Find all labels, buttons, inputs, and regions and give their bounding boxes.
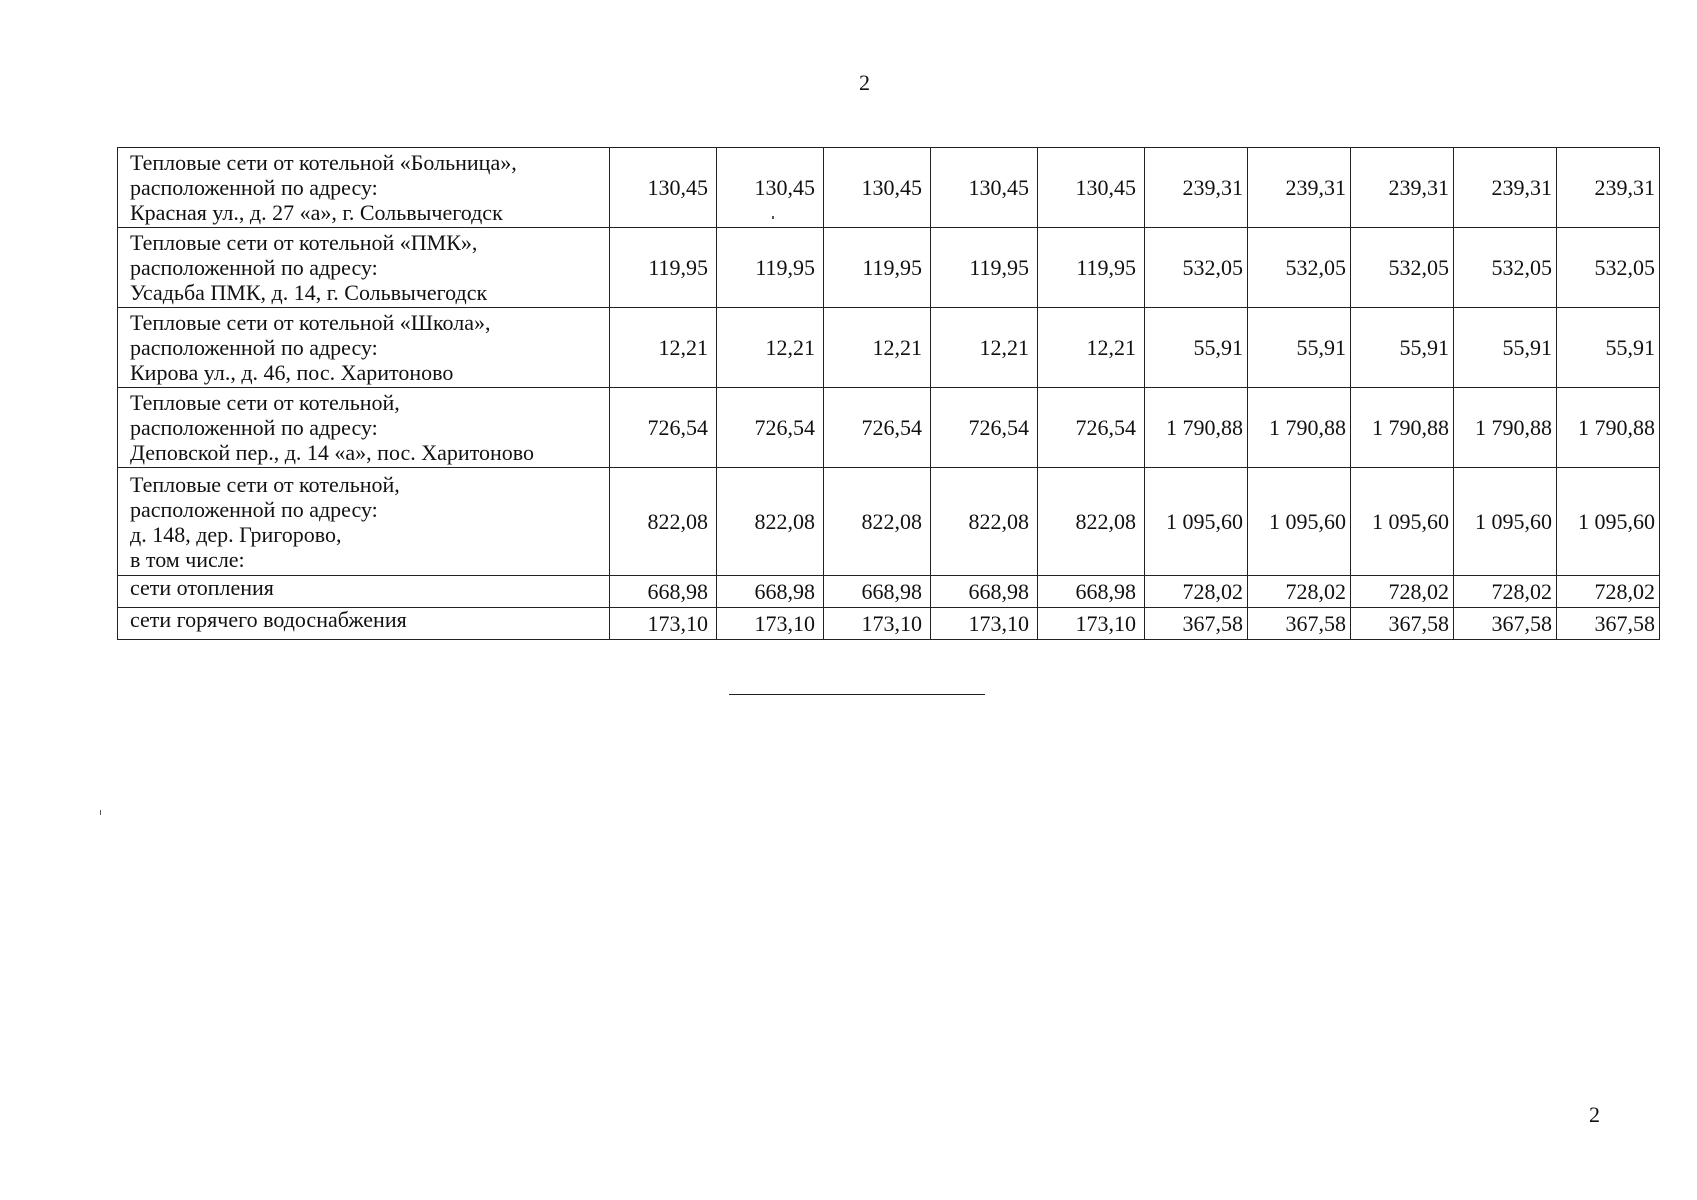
value-cell: 239,31 xyxy=(1248,148,1351,228)
value-cell: 822,08 xyxy=(824,468,931,576)
value-cell: 728,02 xyxy=(1248,576,1351,608)
value-cell: 728,02 xyxy=(1454,576,1557,608)
row-name-line: Тепловые сети от котельной, xyxy=(130,390,400,415)
value-cell: 532,05 xyxy=(1248,228,1351,308)
value-cell: 239,31 xyxy=(1351,148,1454,228)
value-cell: 173,10 xyxy=(610,608,717,640)
value-cell: 12,21 xyxy=(717,308,824,388)
value-cell: 119,95 xyxy=(1038,228,1145,308)
value-cell: 532,05 xyxy=(1557,228,1660,308)
table-row xyxy=(118,308,1660,388)
row-name-line: Тепловые сети от котельной, xyxy=(130,471,400,497)
value-cell: 1 790,88 xyxy=(1248,388,1351,468)
value-cell: 532,05 xyxy=(1454,228,1557,308)
page-number-top: 2 xyxy=(859,70,870,95)
row-name-line: расположенной по адресу: xyxy=(130,255,378,280)
row-name-cell xyxy=(118,608,610,640)
value-cell: 367,58 xyxy=(1145,608,1248,640)
value-cell: 668,98 xyxy=(824,576,931,608)
row-name-line: д. 148, дер. Григорово, xyxy=(130,521,342,547)
value-cell: 367,58 xyxy=(1351,608,1454,640)
value-cell: 239,31 xyxy=(1145,148,1248,228)
row-name-cell xyxy=(118,388,610,468)
value-cell: 12,21 xyxy=(824,308,931,388)
value-cell: 12,21 xyxy=(931,308,1038,388)
value-cell: 1 790,88 xyxy=(1145,388,1248,468)
scan-speck xyxy=(100,810,101,815)
row-name-cell xyxy=(118,228,610,308)
value-cell: 1 095,60 xyxy=(1145,468,1248,576)
value-cell: 173,10 xyxy=(1038,608,1145,640)
scan-speck xyxy=(772,216,774,219)
value-cell: 1 790,88 xyxy=(1454,388,1557,468)
value-cell: 55,91 xyxy=(1557,308,1660,388)
value-cell: 239,31 xyxy=(1557,148,1660,228)
value-cell: 726,54 xyxy=(610,388,717,468)
value-cell: 119,95 xyxy=(717,228,824,308)
value-cell: 726,54 xyxy=(824,388,931,468)
value-cell: 822,08 xyxy=(610,468,717,576)
value-cell: 119,95 xyxy=(931,228,1038,308)
table-row xyxy=(118,388,1660,468)
value-cell: 1 095,60 xyxy=(1557,468,1660,576)
value-cell: 726,54 xyxy=(717,388,824,468)
end-divider-line xyxy=(729,694,985,695)
value-cell: 1 095,60 xyxy=(1351,468,1454,576)
value-cell: 1 790,88 xyxy=(1351,388,1454,468)
value-cell: 532,05 xyxy=(1351,228,1454,308)
value-cell: 1 790,88 xyxy=(1557,388,1660,468)
value-cell: 130,45 xyxy=(931,148,1038,228)
row-name-line: Деповской пер., д. 14 «а», пос. Харитоново xyxy=(130,440,535,465)
table-row xyxy=(118,576,1660,608)
table-row xyxy=(118,468,1660,576)
row-name-line: Тепловые сети от котельной «ПМК», xyxy=(130,230,478,255)
row-name-line: сети отопления xyxy=(130,575,274,600)
row-name-line: расположенной по адресу: xyxy=(130,175,378,200)
tariff-table-wrapper xyxy=(117,147,1655,640)
value-cell: 173,10 xyxy=(717,608,824,640)
value-cell: 130,45 xyxy=(610,148,717,228)
table-row xyxy=(118,228,1660,308)
row-name-cell xyxy=(118,576,610,608)
value-cell: 367,58 xyxy=(1248,608,1351,640)
value-cell: 55,91 xyxy=(1145,308,1248,388)
value-cell: 668,98 xyxy=(931,576,1038,608)
value-cell: 1 095,60 xyxy=(1454,468,1557,576)
row-name-line: в том числе: xyxy=(130,546,245,572)
row-name-line: Тепловые сети от котельной «Школа», xyxy=(130,310,491,335)
value-cell: 173,10 xyxy=(824,608,931,640)
page-number-bottom: 2 xyxy=(1589,1102,1600,1127)
value-cell: 239,31 xyxy=(1454,148,1557,228)
value-cell: 668,98 xyxy=(610,576,717,608)
value-cell: 12,21 xyxy=(610,308,717,388)
value-cell: 822,08 xyxy=(717,468,824,576)
row-name-line: Кирова ул., д. 46, пос. Харитоново xyxy=(130,360,454,385)
value-cell: 822,08 xyxy=(931,468,1038,576)
row-name-line: сети горячего водоснабжения xyxy=(130,607,407,632)
table-row xyxy=(118,148,1660,228)
row-name-line: расположенной по адресу: xyxy=(130,415,378,440)
row-name-line: Красная ул., д. 27 «а», г. Сольвычегодск xyxy=(130,200,503,225)
row-name-cell xyxy=(118,308,610,388)
row-name-cell xyxy=(118,148,610,228)
table-body xyxy=(118,148,1660,640)
value-cell: 367,58 xyxy=(1557,608,1660,640)
value-cell: 55,91 xyxy=(1351,308,1454,388)
value-cell: 119,95 xyxy=(610,228,717,308)
value-cell: 728,02 xyxy=(1145,576,1248,608)
value-cell: 367,58 xyxy=(1454,608,1557,640)
table-row xyxy=(118,608,1660,640)
row-name-line: Усадьба ПМК, д. 14, г. Сольвычегодск xyxy=(130,280,488,305)
value-cell: 130,45 xyxy=(1038,148,1145,228)
value-cell: 55,91 xyxy=(1454,308,1557,388)
value-cell: 1 095,60 xyxy=(1248,468,1351,576)
value-cell: 130,45 xyxy=(824,148,931,228)
row-name-line: Тепловые сети от котельной «Больница», xyxy=(130,150,517,175)
value-cell: 532,05 xyxy=(1145,228,1248,308)
value-cell: 668,98 xyxy=(717,576,824,608)
value-cell: 726,54 xyxy=(931,388,1038,468)
value-cell: 728,02 xyxy=(1351,576,1454,608)
row-name-cell xyxy=(118,468,610,576)
heat-network-table xyxy=(117,147,1660,640)
value-cell: 173,10 xyxy=(931,608,1038,640)
value-cell: 12,21 xyxy=(1038,308,1145,388)
value-cell: 726,54 xyxy=(1038,388,1145,468)
value-cell: 55,91 xyxy=(1248,308,1351,388)
value-cell: 130,45 xyxy=(717,148,824,228)
value-cell: 119,95 xyxy=(824,228,931,308)
value-cell: 728,02 xyxy=(1557,576,1660,608)
value-cell: 822,08 xyxy=(1038,468,1145,576)
value-cell: 668,98 xyxy=(1038,576,1145,608)
row-name-line: расположенной по адресу: xyxy=(130,335,378,360)
row-name-line: расположенной по адресу: xyxy=(130,496,378,522)
